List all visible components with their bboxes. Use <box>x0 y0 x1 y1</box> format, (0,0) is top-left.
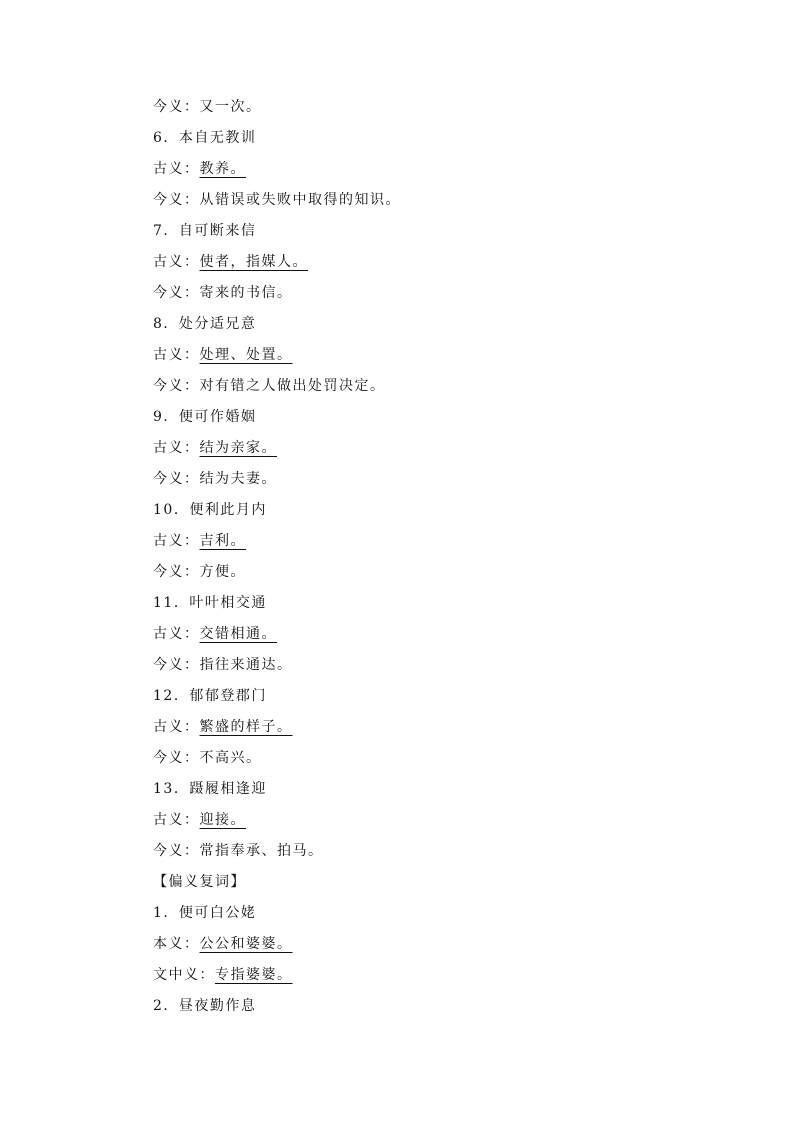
line-text: 13．蹑履相逢迎 <box>153 781 267 797</box>
line-text: 又一次。 <box>199 99 262 115</box>
line-label: 古义： <box>153 347 200 363</box>
text-line <box>153 342 753 373</box>
item-heading <box>153 311 753 342</box>
text-line <box>153 249 753 280</box>
line-text: 常指奉承、拍马。 <box>199 843 324 859</box>
line-label: 今义： <box>153 192 200 208</box>
item-heading <box>153 900 753 931</box>
answer-text: 交错相通。 <box>199 626 277 642</box>
line-text: 8．处分适兄意 <box>153 316 257 332</box>
line-label: 古义： <box>153 812 200 828</box>
line-text: 7．自可断来信 <box>153 223 257 239</box>
line-text: 1．便可白公姥 <box>153 905 257 921</box>
line-text: 9．便可作婚姻 <box>153 409 257 425</box>
text-line <box>153 807 753 838</box>
item-heading <box>153 218 753 249</box>
line-text: 不高兴。 <box>199 750 262 766</box>
line-label: 本义： <box>153 936 200 952</box>
text-line <box>153 652 753 683</box>
line-label: 今义： <box>153 471 200 487</box>
line-text: 结为夫妻。 <box>199 471 277 487</box>
answer-text: 吉利。 <box>199 533 246 549</box>
text-line <box>153 745 753 776</box>
text-line <box>153 838 753 869</box>
item-heading <box>153 683 753 714</box>
answer-text: 专指婆婆。 <box>215 967 293 983</box>
line-text: 指往来通达。 <box>199 657 293 673</box>
line-label: 古义： <box>153 440 200 456</box>
text-line <box>153 528 753 559</box>
line-label: 今义： <box>153 99 200 115</box>
item-heading <box>153 497 753 528</box>
text-line <box>153 466 753 497</box>
text-line <box>153 280 753 311</box>
line-label: 古义： <box>153 533 200 549</box>
line-text: 6．本自无教训 <box>153 130 257 146</box>
line-label: 古义： <box>153 626 200 642</box>
line-label: 今义： <box>153 657 200 673</box>
line-text: 11．叶叶相交通 <box>153 595 267 611</box>
item-heading <box>153 993 753 1024</box>
text-line <box>153 931 753 962</box>
line-label: 古义： <box>153 719 200 735</box>
line-label: 古义： <box>153 161 200 177</box>
line-text: 寄来的书信。 <box>199 285 293 301</box>
answer-text: 繁盛的样子。 <box>199 719 293 735</box>
line-text: 方便。 <box>199 564 246 580</box>
answer-text: 结为亲家。 <box>199 440 277 456</box>
line-label: 今义： <box>153 750 200 766</box>
line-text: 从错误或失败中取得的知识。 <box>199 192 401 208</box>
item-heading <box>153 776 753 807</box>
section-heading <box>153 869 753 900</box>
text-line <box>153 714 753 745</box>
line-text: 12．郁郁登郡门 <box>153 688 267 704</box>
text-line <box>153 621 753 652</box>
text-line <box>153 962 753 993</box>
answer-text: 教养。 <box>199 161 246 177</box>
text-line <box>153 187 753 218</box>
item-heading <box>153 404 753 435</box>
answer-text: 使者，指媒人。 <box>199 254 308 270</box>
line-label: 今义： <box>153 285 200 301</box>
item-heading <box>153 125 753 156</box>
line-text: 2．昼夜勤作息 <box>153 998 257 1014</box>
line-label: 古义： <box>153 254 200 270</box>
line-text: 对有错之人做出处罚决定。 <box>199 378 386 394</box>
answer-text: 处理、处置。 <box>199 347 293 363</box>
text-line <box>153 559 753 590</box>
line-label: 今义： <box>153 843 200 859</box>
text-line <box>153 94 753 125</box>
line-text: 10．便利此月内 <box>153 502 267 518</box>
line-label: 文中义： <box>153 967 215 983</box>
line-label: 今义： <box>153 564 200 580</box>
line-label: 今义： <box>153 378 200 394</box>
answer-text: 公公和婆婆。 <box>199 936 293 952</box>
text-line <box>153 373 753 404</box>
document-page <box>153 94 753 1024</box>
item-heading <box>153 590 753 621</box>
line-text: 【偏义复词】 <box>153 874 246 890</box>
answer-text: 迎接。 <box>199 812 246 828</box>
text-line <box>153 435 753 466</box>
text-line <box>153 156 753 187</box>
